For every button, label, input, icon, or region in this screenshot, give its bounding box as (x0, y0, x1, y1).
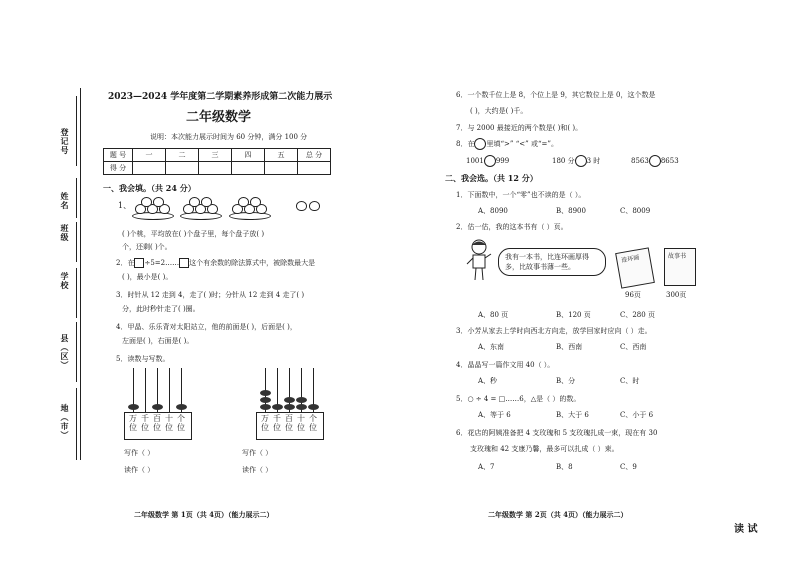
abacus-bead (260, 397, 271, 403)
place-label: 万位 (129, 414, 137, 432)
binding-blank-school[interactable] (76, 268, 77, 318)
choice-1-option-c[interactable]: C、8009 (620, 207, 651, 215)
instructions: 说明：本次能力展示时间为 60 分钟，满分 100 分 (150, 133, 308, 141)
abacus-bead (308, 404, 319, 410)
q8-item-1: 1001 999 (466, 157, 510, 165)
q8-line (456, 138, 558, 150)
binding-label-city: 地（市） (60, 404, 70, 440)
score-col-1: 一 (133, 149, 166, 162)
binding-blank-county[interactable] (76, 322, 77, 382)
peach (296, 201, 307, 211)
place-label: 千位 (273, 414, 281, 432)
binding-blank-city[interactable] (76, 388, 77, 460)
corner-mark: 读 试 (734, 524, 758, 535)
peach (250, 197, 261, 207)
choice-6-option-b[interactable]: B、8 (556, 463, 573, 471)
choice-3-option-b[interactable]: B、西南 (556, 343, 583, 351)
q2-line (116, 258, 315, 268)
q2-line-2: ( )，最小是( )。 (122, 273, 173, 281)
footer-page-1: 二年级数学 第 1页（共 4页）（能力展示二） (134, 510, 274, 519)
peach (189, 197, 200, 207)
score-col-total: 总 分 (298, 149, 331, 162)
score-cell[interactable] (166, 162, 199, 175)
compare-circle[interactable] (474, 138, 486, 150)
choice-4-option-b[interactable]: B、分 (556, 377, 576, 385)
speech-bubble: 我有一本书，比连环画厚得多，比故事书薄一些。 (498, 248, 606, 276)
story-book-pages: 300页 (666, 291, 687, 299)
blank-square[interactable] (179, 258, 189, 268)
choice-4-option-c[interactable]: C、时 (620, 377, 640, 385)
choice-5-option-b[interactable]: B、大于 6 (556, 411, 589, 419)
place-label: 千位 (141, 414, 149, 432)
comic-book (615, 247, 655, 288)
q3-line-2: 分，此时秒针走了( )圈。 (122, 305, 200, 313)
choice-3-option-a[interactable]: A、东南 (478, 343, 505, 351)
score-table (103, 148, 331, 175)
peach (309, 201, 320, 211)
choice-5: 5．○ ÷ 4 = □……6，△是（ ）的数。 (456, 395, 581, 403)
choice-6: 6．花店的阿姨准备把 4 支玫瑰和 5 支玫瑰扎成一束，现在有 30 (456, 429, 658, 437)
binding-label-class: 班级 (60, 224, 70, 242)
section-2-heading: 二、我会选。（共 12 分） (445, 173, 538, 183)
choice-1-option-a[interactable]: A、8090 (478, 207, 508, 215)
q1-line: ( )个桃，平均放在( )个盘子里，每个盘子放( ) (122, 230, 265, 238)
abacus-bead (176, 404, 187, 410)
choice-3-option-c[interactable]: C、西南 (620, 343, 647, 351)
binding-blank-name[interactable] (76, 178, 77, 218)
binding-label-county: 县（区） (60, 334, 70, 370)
q4-line-2: 左面是( )，右面是( )。 (122, 337, 194, 345)
abacus-bead (284, 404, 295, 410)
q1-line-2: 个，还剩( )个。 (122, 243, 172, 251)
q4-line: 4．甲晶、乐乐背对太阳站立，他的前面是( )，后面是( )， (116, 323, 297, 331)
story-book-title: 故事书 (668, 253, 687, 260)
abacus-rod (169, 368, 170, 412)
place-label: 十位 (165, 414, 173, 432)
choice-5-option-c[interactable]: C、小于 6 (620, 411, 654, 419)
choice-2: 2．估一估，我的这本书有（ ）页。 (456, 223, 568, 231)
binding-line (80, 88, 81, 460)
score-cell[interactable] (133, 162, 166, 175)
score-col-2: 二 (166, 149, 199, 162)
choice-2-option-c[interactable]: C、280 页 (620, 311, 655, 319)
place-label: 百位 (153, 414, 161, 432)
q5-heading: 5．读数与写数。 (116, 355, 170, 363)
choice-1: 1．下面数中，一个“零”也不读的是（ ）。 (456, 191, 586, 199)
compare-circle[interactable] (649, 155, 661, 167)
choice-2-option-b[interactable]: B、120 页 (556, 311, 591, 319)
binding-label-school: 学校 (60, 272, 70, 290)
peach (141, 197, 152, 207)
score-header-label: 题 号 (104, 149, 133, 162)
place-label: 万位 (261, 414, 269, 432)
choice-4-option-a[interactable]: A、秒 (478, 377, 498, 385)
q2-expr: ÷5=2…… (144, 259, 180, 267)
q1-number: 1、 (118, 201, 132, 210)
binding-label-id: 登记号 (60, 128, 70, 155)
peach (238, 197, 249, 207)
score-col-3: 三 (199, 149, 232, 162)
choice-6-option-a[interactable]: A、7 (478, 463, 495, 471)
abacus-bead (260, 404, 271, 410)
score-col-5: 五 (265, 149, 298, 162)
compare-circle[interactable] (575, 155, 587, 167)
choice-4: 4．晶晶写一篇作文用 40（ ）。 (456, 361, 555, 369)
section-1-heading: 一、我会填。（共 24 分） (103, 183, 196, 193)
exam-header: 2023—2024 学年度第二学期素养形成第二次能力展示 (108, 92, 333, 102)
q8-item-2: 180 分 3 时 (552, 157, 601, 165)
read-answer-right[interactable]: 读作（ ） (242, 466, 273, 474)
write-answer-left[interactable]: 写作（ ） (124, 449, 155, 457)
place-label: 百位 (285, 414, 293, 432)
comic-book-title: 连环画 (620, 254, 640, 265)
q8-text: 里填“>” “<” 或“=”。 (486, 140, 558, 148)
boy-illustration (464, 238, 494, 282)
score-cell[interactable] (298, 162, 331, 175)
place-label: 个位 (177, 414, 185, 432)
peach (201, 197, 212, 207)
footer-page-2: 二年级数学 第 2页（共 4页）（能力展示二） (488, 510, 628, 519)
blank-square[interactable] (134, 258, 144, 268)
read-answer-left[interactable]: 读作（ ） (124, 466, 155, 474)
abacus-bead (260, 390, 271, 396)
q7-line: 7．与 2000 最接近的两个数是( )和( )。 (456, 124, 583, 132)
choice-3: 3．小芳从家去上学时向西北方向走，放学回家时应向（ ）走。 (456, 327, 652, 335)
abacus-bead (284, 397, 295, 403)
choice-1-option-b[interactable]: B、8900 (556, 207, 586, 215)
compare-circle[interactable] (484, 155, 496, 167)
abacus-bead (296, 397, 307, 403)
q2-text: 这个有余数的除法算式中，被除数最大是 (189, 259, 316, 267)
q6-line-2: ( )，大约是( )千。 (470, 107, 528, 115)
write-answer-right[interactable]: 写作（ ） (242, 449, 273, 457)
page-title: 二年级数学 (186, 110, 252, 125)
score-row-label: 得 分 (104, 162, 133, 175)
score-cell[interactable] (232, 162, 265, 175)
place-label: 十位 (297, 414, 305, 432)
abacus-rod (145, 368, 146, 412)
choice-6-line-2: 支玫瑰和 42 支康乃馨，最多可以扎成（ ）束。 (470, 445, 619, 453)
story-book (664, 248, 696, 286)
abacus-bead (296, 404, 307, 410)
score-cell[interactable] (199, 162, 232, 175)
abacus-bead (152, 404, 163, 410)
abacus-bead (272, 404, 283, 410)
abacus-bead (128, 404, 139, 410)
peach (153, 197, 164, 207)
q3-line: 3．时针从 12 走到 4，走了( )时；分针从 12 走到 4 走了( ) (116, 291, 305, 299)
score-col-4: 四 (232, 149, 265, 162)
score-cell[interactable] (265, 162, 298, 175)
q8-prefix: 8．在 (456, 140, 475, 148)
place-label: 个位 (309, 414, 317, 432)
q8-item-3: 8563 8653 (631, 157, 679, 165)
binding-blank-id[interactable] (76, 96, 77, 166)
choice-5-option-a[interactable]: A、等于 6 (478, 411, 511, 419)
choice-2-option-a[interactable]: A、80 页 (478, 311, 509, 319)
q6-line: 6．一个数千位上是 8，个位上是 9，其它数位上是 0，这个数是 (456, 91, 656, 99)
comic-book-pages: 96页 (625, 291, 641, 299)
binding-label-name: 姓名 (60, 192, 70, 210)
choice-6-option-c[interactable]: C、9 (620, 463, 637, 471)
q2-prefix: 2．在 (116, 259, 135, 267)
binding-blank-class[interactable] (76, 222, 77, 262)
